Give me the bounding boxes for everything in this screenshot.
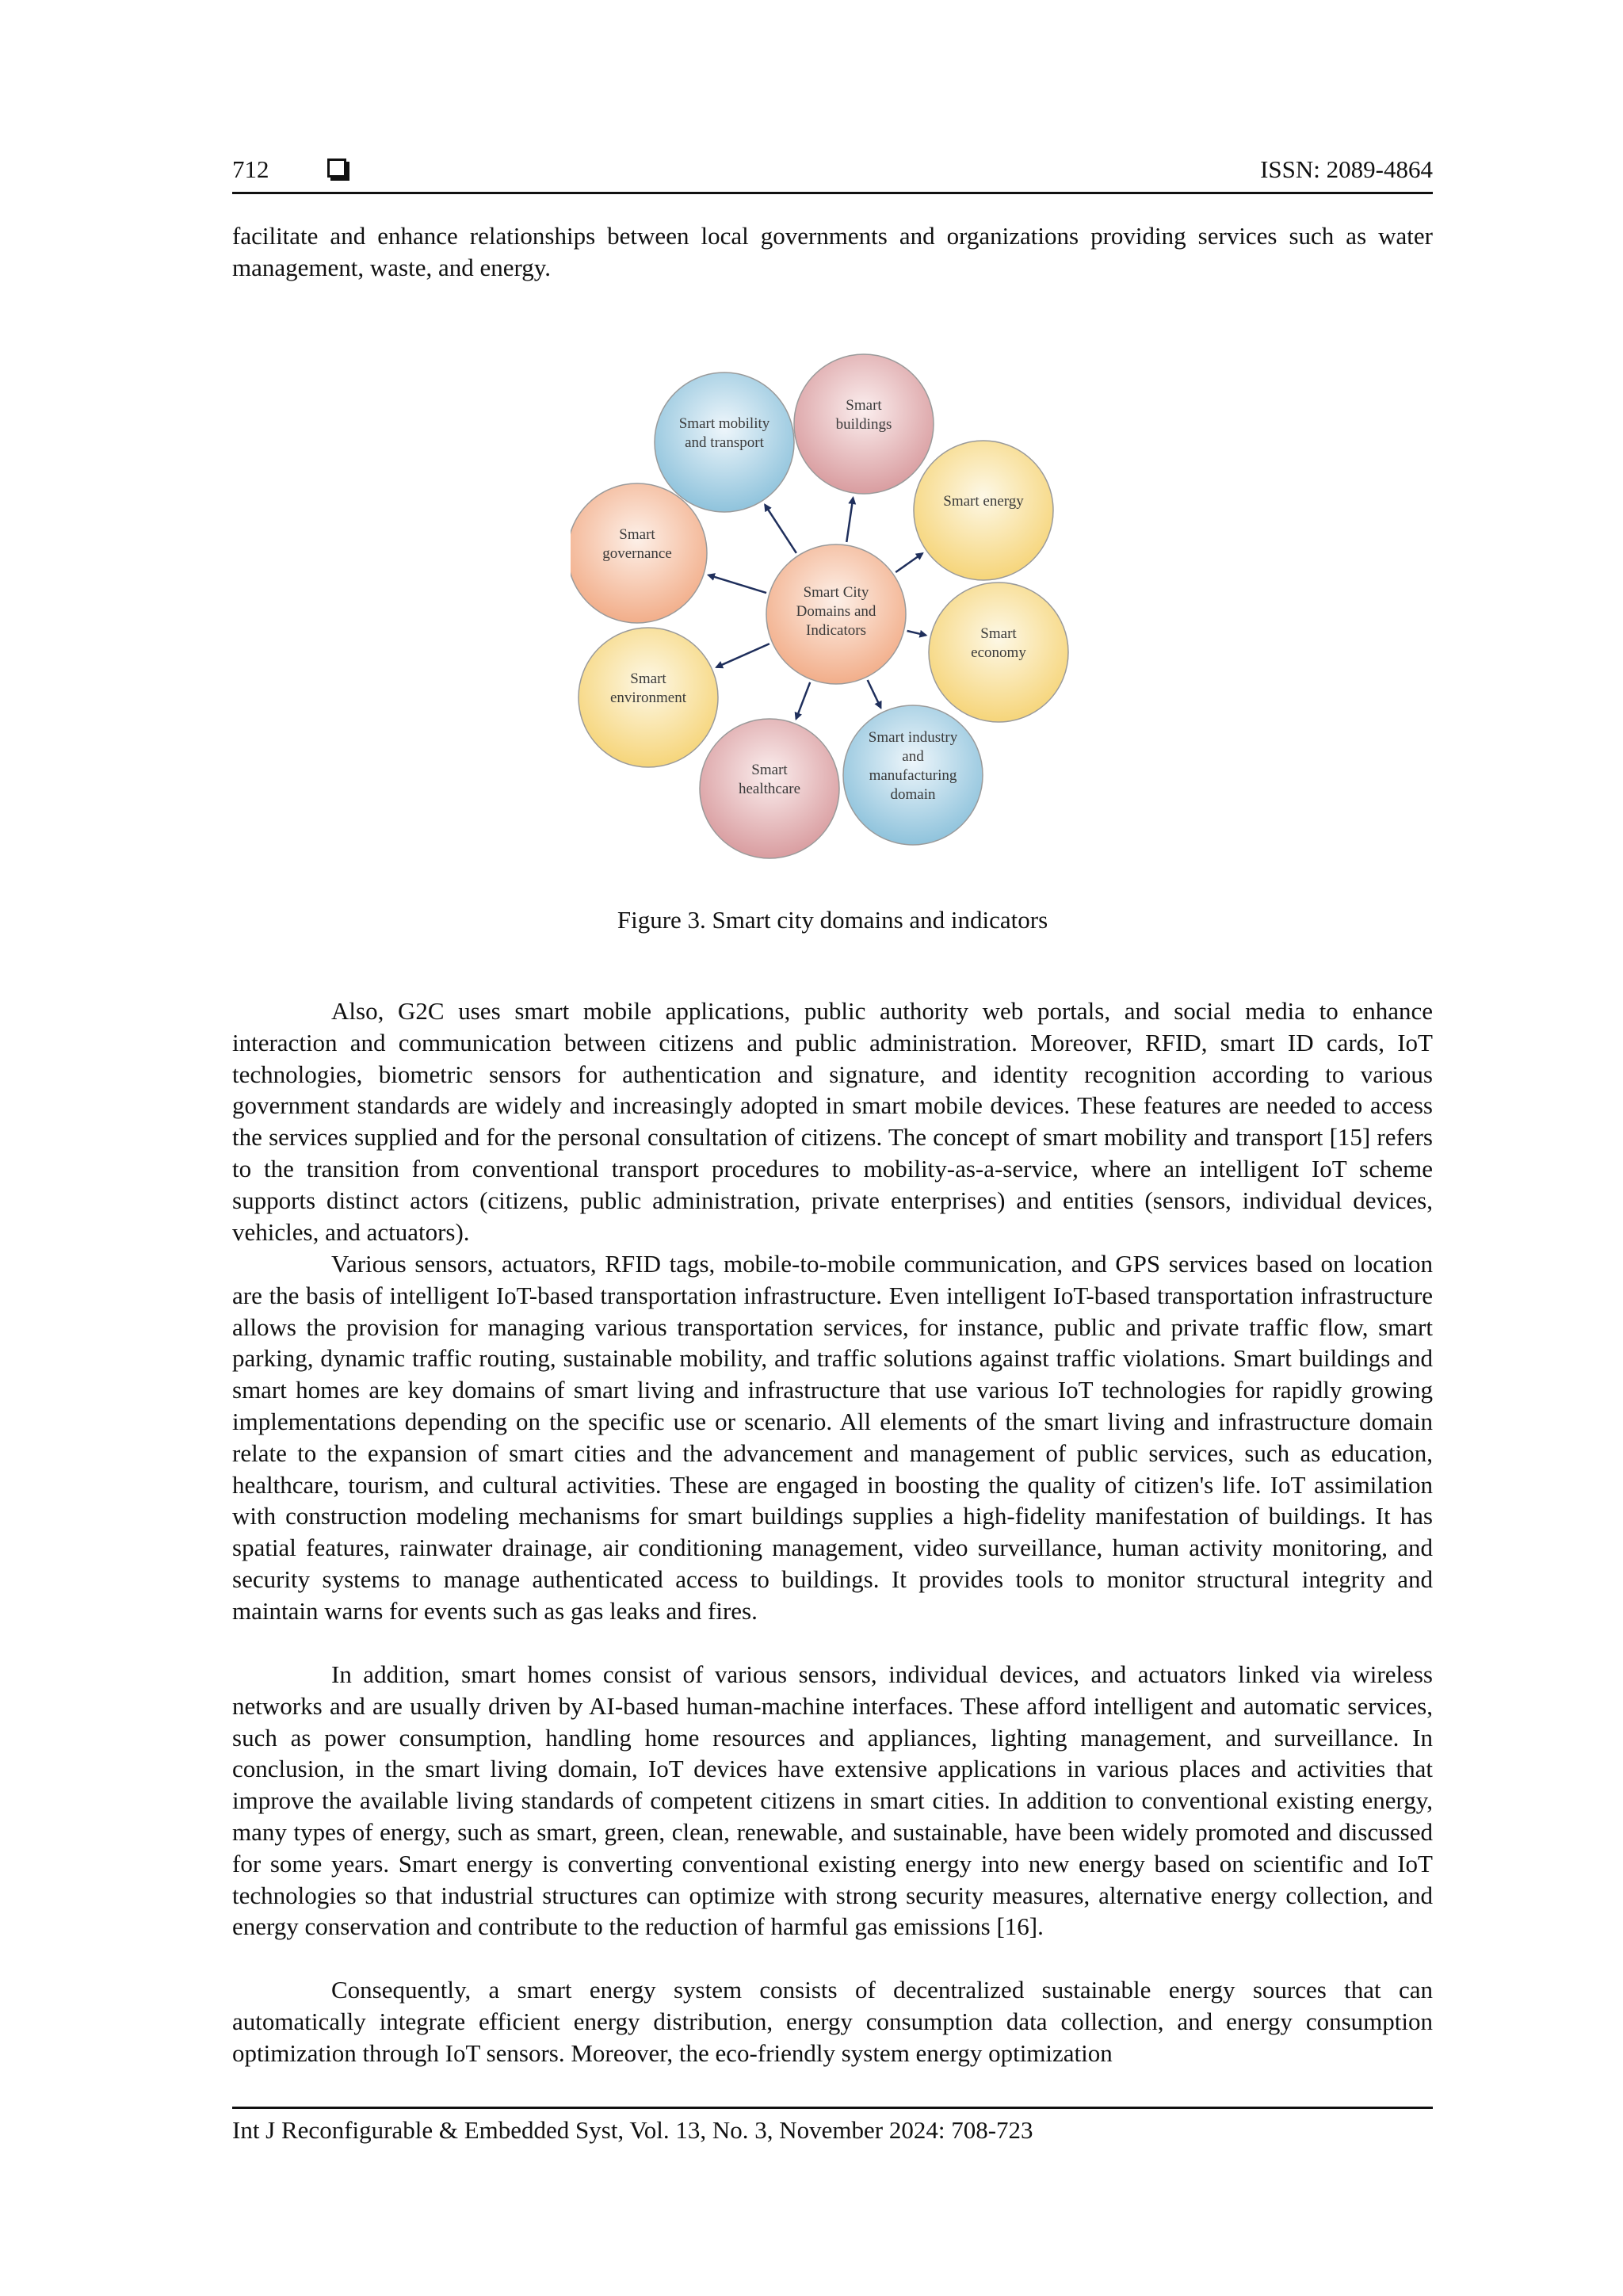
node-smart-governance — [571, 483, 707, 623]
node-smart-economy-label-line: economy — [971, 644, 1026, 661]
arrow-to-node-smart-governance — [708, 575, 766, 593]
node-smart-buildings-label-line: Smart — [846, 397, 882, 414]
node-smart-buildings — [794, 354, 934, 494]
arrow-to-node-smart-buildings — [846, 498, 853, 542]
node-center-label-line: Indicators — [806, 622, 866, 639]
page-number: 712 — [232, 155, 269, 183]
body-paragraph-2: Various sensors, actuators, RFID tags, mobile-to-mobile communication, and GPS services based on location are the basis of intelligent IoT-based transportation infrastructure. Even intelligent IoT-based transportation infrastructure allows the provision for managing various transportation services, for instance, public and private traffic flow, smart parking, dynamic traffic routing, sustainable mobility, and traffic solutions against traffic violations. Smart buildings and smart homes are key domains of smart living and infrastructure that use various IoT technologies for rapidly growing implementations depending on the specific use or scenario. All elements of the smart living and infrastructure domain relate to the expansion of smart cities and the advancement and management of public services, such as education, healthcare, tourism, and cultural activities. These are engaged in boosting the quality of citizen's life. IoT assimilation with construction modeling mechanisms for smart buildings supplies a high-fidelity manifestation of buildings. It has spatial features, rainwater drainage, air conditioning management, video surveillance, human activity monitoring, and security systems to manage authenticated access to buildings. It provides tools to monitor structural integrity and maintain warns for events such as gas leaks and fires. — [232, 1250, 1433, 1625]
node-smart-economy-label-line: Smart — [980, 625, 1017, 642]
arrow-to-node-smart-healthcare — [796, 682, 811, 719]
node-smart-mobility — [655, 372, 794, 512]
intro-paragraph: facilitate and enhance relationships between local governments and organizations providing services such as water management, waste, and energy. — [232, 222, 1433, 281]
arrow-to-node-smart-industry — [868, 680, 881, 708]
arrow-to-node-smart-economy — [907, 631, 926, 636]
node-smart-industry — [843, 705, 983, 845]
node-smart-buildings-label-line: buildings — [835, 416, 892, 433]
smart-city-diagram — [571, 349, 1102, 872]
node-smart-economy — [929, 583, 1068, 722]
node-center — [766, 544, 906, 684]
issn: ISSN: 2089-4864 — [1260, 155, 1433, 183]
node-smart-mobility-label-line: Smart mobility — [678, 415, 770, 432]
footer-rule — [232, 2107, 1433, 2109]
body-paragraph-4: Consequently, a smart energy system consists of decentralized sustainable energy sources that can automatically integrate efficient energy distribution, energy consumption data collection, and energy consumption optimization through IoT sensors. Moreover, the eco-friendly system energy optimization — [232, 1976, 1433, 2067]
arrow-to-node-smart-energy — [896, 553, 922, 572]
figure-3 — [571, 349, 1102, 872]
node-center-label-line: Domains and — [796, 603, 876, 620]
page-footer: Int J Reconfigurable & Embedded Syst, Vol. 13, No. 3, November 2024: 708-723 — [232, 2116, 1033, 2144]
header-rule — [232, 192, 1433, 194]
node-smart-energy — [914, 441, 1053, 580]
node-smart-healthcare-label-line: Smart — [751, 762, 788, 778]
node-smart-governance-label-line: governance — [602, 545, 672, 562]
node-smart-mobility-label-line: and transport — [685, 434, 764, 451]
node-smart-industry-label-line: and — [902, 748, 924, 765]
node-smart-environment-label-line: Smart — [630, 670, 666, 687]
arrow-to-node-smart-environment — [716, 644, 769, 667]
node-smart-energy-label-line: Smart energy — [943, 493, 1024, 510]
body-paragraph-3: In addition, smart homes consist of various sensors, individual devices, and actuators linked via wireless networks and are usually driven by AI-based human-machine interfaces. These afford intelligent and automatic services, such as power consumption, handling home resources and appliances, lighting management, and surveillance. In conclusion, in the smart living domain, IoT devices have extensive applications in various places and activities that improve the available living standards of competent citizens in smart cities. In addition to conventional existing energy, many types of energy, such as smart, green, clean, renewable, and sustainable, have been widely promoted and discussed for some years. Smart energy is converting conventional existing energy into new energy based on scientific and IoT technologies so that industrial structures can optimize with strong security measures, alternative energy collection, and energy conservation and contribute to the reduction of harmful gas emissions [16]. — [232, 1660, 1433, 1941]
header-box-icon — [327, 159, 346, 178]
arrow-to-node-smart-mobility — [765, 505, 796, 553]
node-smart-governance-label-line: Smart — [619, 526, 655, 543]
node-smart-healthcare-label-line: healthcare — [738, 781, 801, 797]
node-smart-environment — [579, 628, 718, 767]
node-smart-energy-circle — [914, 441, 1053, 580]
body-paragraph-1: Also, G2C uses smart mobile applications, public authority web portals, and social media to enhance interaction and communication between citizens and public administration. Moreover, RFID, smart ID cards, IoT technologies, biometric sensors for authentication and signature, and identity recognition according to various government standards are widely and increasingly adopted in smart mobile devices. These features are needed to access the services supplied and for the personal consultation of citizens. The concept of smart mobility and transport [15] refers to the transition from conventional transport procedures to mobility-as-a-service, where an intelligent IoT scheme supports distinct actors (citizens, public administration, private enterprises) and entities (sensors, individual devices, vehicles, and actuators). — [232, 997, 1433, 1246]
node-smart-environment-label-line: environment — [609, 690, 687, 706]
figure-caption: Figure 3. Smart city domains and indicators — [617, 906, 1048, 934]
node-center-label-line: Smart City — [803, 584, 869, 601]
node-smart-healthcare — [700, 719, 839, 858]
node-smart-industry-label-line: domain — [890, 786, 936, 803]
diagram-nodes — [571, 354, 1068, 858]
page-header — [232, 155, 1433, 192]
node-smart-industry-label-line: manufacturing — [869, 767, 957, 784]
node-smart-industry-label-line: Smart industry — [868, 729, 958, 746]
